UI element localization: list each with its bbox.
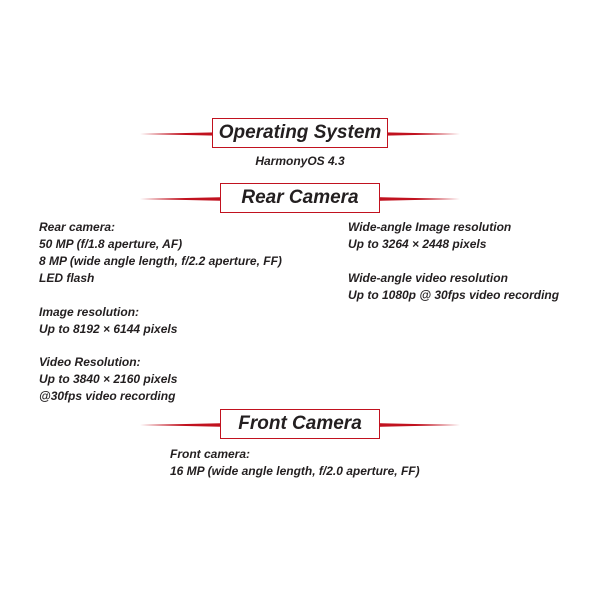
video-resolution-value: Up to 3840 × 2160 pixels — [39, 372, 178, 386]
video-resolution-label: Video Resolution: — [39, 355, 141, 369]
rear-camera-header — [140, 183, 460, 217]
main-sensor-spec: 50 MP (f/1.8 aperture, AF) — [39, 237, 183, 251]
operating-system-title: Operating System — [212, 118, 388, 148]
rear-camera-title: Rear Camera — [220, 183, 380, 213]
operating-system-header — [140, 118, 460, 152]
rear-camera-label: Rear camera: — [39, 220, 116, 234]
flash-spec: LED flash — [39, 271, 95, 285]
image-resolution-label: Image resolution: — [39, 305, 140, 319]
front-camera-value: 16 MP (wide angle length, f/2.0 aperture, FF) — [170, 464, 420, 478]
image-resolution-value: Up to 8192 × 6144 pixels — [39, 322, 178, 336]
wide-sensor-spec: 8 MP (wide angle length, f/2.2 aperture, FF) — [39, 254, 282, 268]
operating-system-value: HarmonyOS 4.3 — [255, 154, 345, 168]
wide-image-resolution-label: Wide-angle Image resolution — [348, 220, 512, 234]
wide-image-resolution-value: Up to 3264 × 2448 pixels — [348, 237, 487, 251]
wide-video-resolution-label: Wide-angle video resolution — [348, 271, 508, 285]
front-camera-header — [140, 409, 460, 443]
video-fps: @30fps video recording — [39, 389, 176, 403]
front-camera-title: Front Camera — [220, 409, 380, 439]
wide-video-resolution-value: Up to 1080p @ 30fps video recording — [348, 288, 560, 302]
front-camera-label: Front camera: — [170, 447, 251, 461]
